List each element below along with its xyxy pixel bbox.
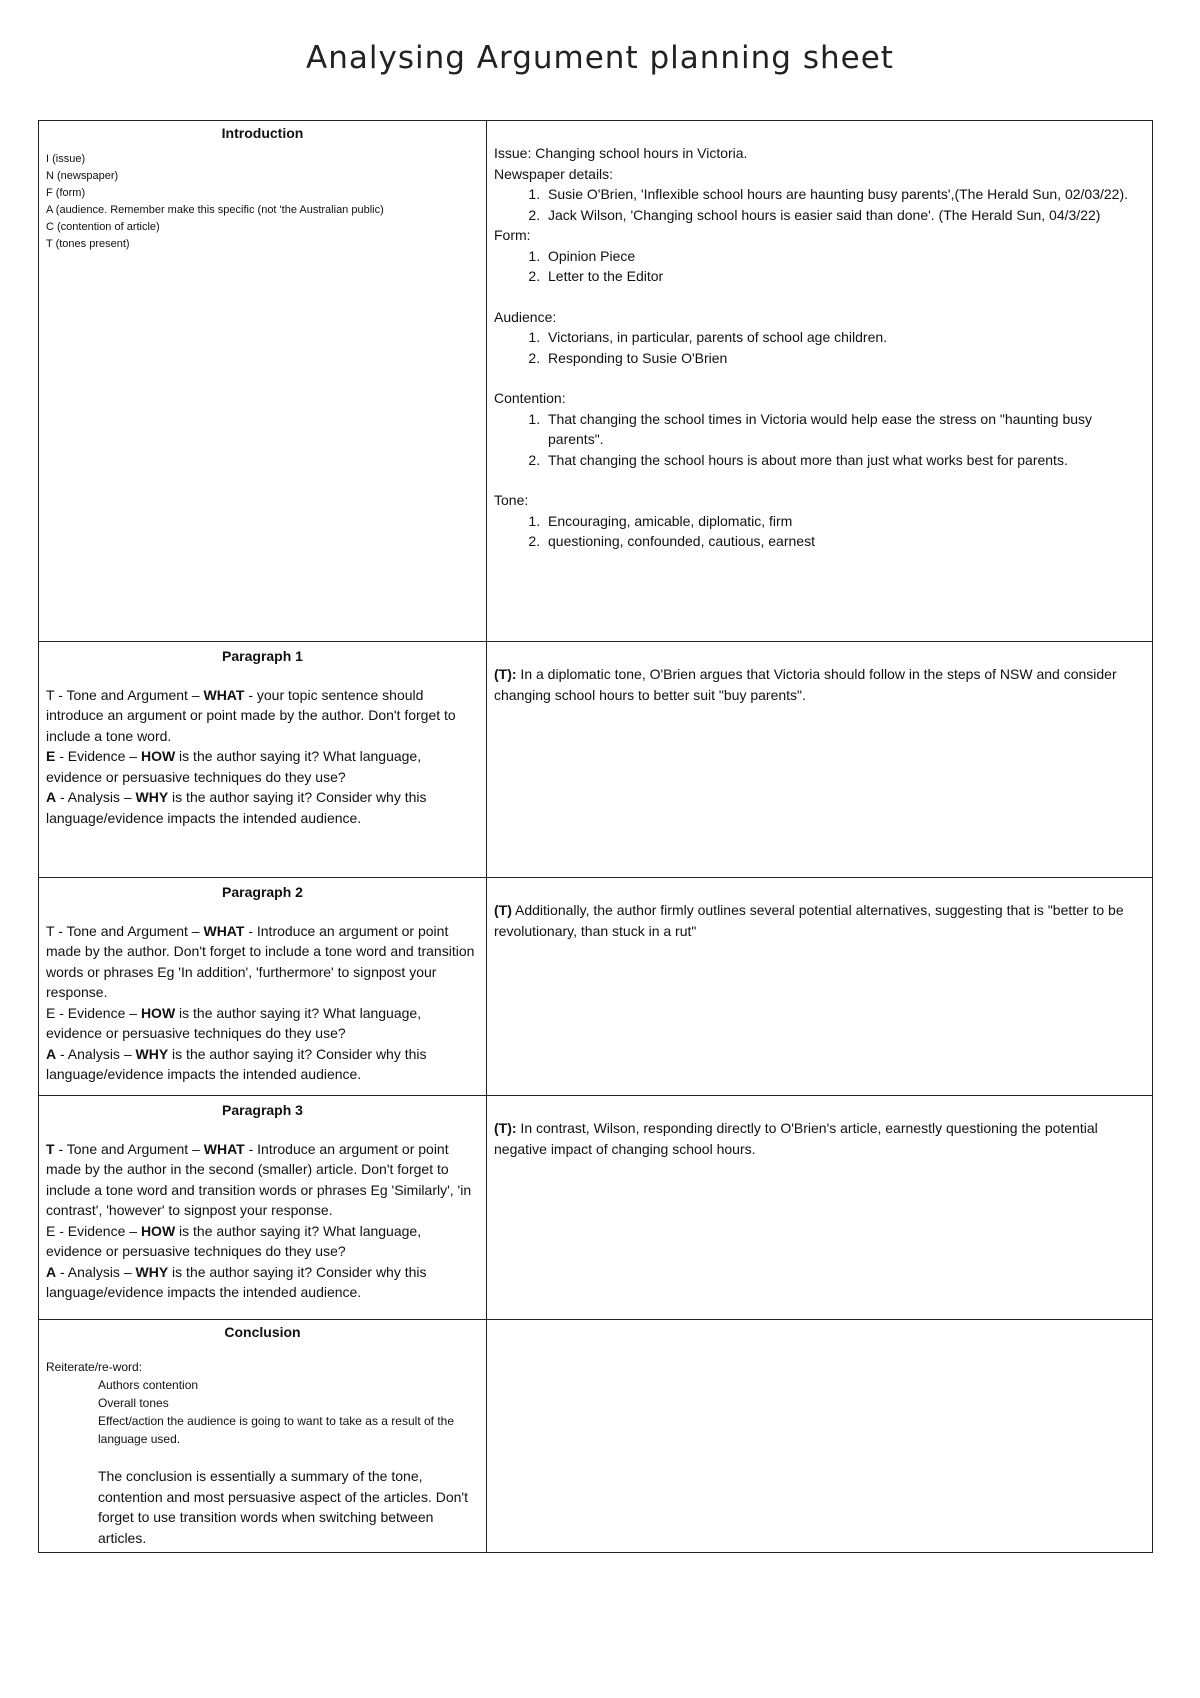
conclusion-item: Authors contention bbox=[98, 1378, 199, 1392]
inform-item-contention: C (contention of article) bbox=[46, 221, 160, 233]
tone-item: 1. Encouraging, amicable, diplomatic, firm bbox=[544, 511, 1145, 532]
paragraph-2-evidence-prompt: E - Evidence – HOW is the author saying it? What language, evidence or persuasive techniques do they use? bbox=[46, 1004, 422, 1041]
form-list bbox=[494, 246, 1145, 287]
audience-list bbox=[494, 327, 1145, 368]
paragraph-2-heading: Paragraph 2 bbox=[222, 884, 303, 900]
contention-list bbox=[494, 409, 1145, 471]
conclusion-reiterate-list bbox=[46, 1358, 479, 1448]
paragraph-3-heading: Paragraph 3 bbox=[222, 1102, 303, 1118]
paragraph-3-tone-prompt: T - Tone and Argument – WHAT - Introduce an argument or point made by the author in the second (smaller) article. Don't forget to include a tone word and transition words or phrases Eg 'Similarly', 'in contrast', 'however' to signpost your response. bbox=[46, 1140, 472, 1218]
contention-item: 2. That changing the school hours is about more than just what works best for parents. bbox=[544, 450, 1145, 471]
conclusion-reiterate-label: Reiterate/re-word: bbox=[46, 1360, 143, 1374]
paragraph-1-tone-prompt: T - Tone and Argument – WHAT - your topic sentence should introduce an argument or point made by the author. Don't forget to include a tone word. bbox=[46, 686, 456, 744]
conclusion-summary: The conclusion is essentially a summary of the tone, contention and most persuasive aspect of the articles. Don't forget to use transition words when switching between articles. bbox=[98, 1468, 468, 1546]
introduction-response-cell bbox=[487, 121, 1153, 642]
paragraph-1-analysis-prompt: A - Analysis – WHY is the author saying it? Consider why this language/evidence impacts the intended audience. bbox=[46, 789, 427, 826]
inform-item-newspaper: N (newspaper) bbox=[46, 170, 119, 182]
conclusion-item: Overall tones bbox=[98, 1396, 169, 1410]
introduction-heading: Introduction bbox=[221, 125, 304, 141]
conclusion-heading: Conclusion bbox=[224, 1324, 301, 1340]
paragraph-3-prompt-cell bbox=[39, 1096, 487, 1320]
audience-item: 1. Victorians, in particular, parents of school age children. bbox=[544, 327, 1145, 348]
introduction-row bbox=[39, 121, 1153, 642]
paragraph-3-analysis-prompt: A - Analysis – WHY is the author saying it? Consider why this language/evidence impacts the intended audience. bbox=[46, 1263, 427, 1300]
paragraph-3-response: (T): In contrast, Wilson, responding directly to O'Brien's article, earnestly questioning the potential negative impact of changing school hours. bbox=[494, 1120, 1098, 1157]
paragraph-2-row bbox=[39, 878, 1153, 1096]
paragraph-2-response-cell bbox=[487, 878, 1153, 1096]
page-title: Analysing Argument planning sheet bbox=[306, 40, 894, 76]
conclusion-response-cell bbox=[487, 1320, 1153, 1553]
introduction-prompt-cell bbox=[39, 121, 487, 642]
tone-list bbox=[494, 511, 1145, 552]
paragraph-1-heading: Paragraph 1 bbox=[222, 648, 303, 664]
paragraph-2-response: (T) Additionally, the author firmly outlines several potential alternatives, suggesting that is "better to be revolutionary, than stuck in a rut" bbox=[494, 902, 1124, 939]
inform-item-tones: T (tones present) bbox=[46, 238, 130, 250]
paragraph-2-prompt-cell bbox=[39, 878, 487, 1096]
form-item: 1. Opinion Piece bbox=[544, 246, 1145, 267]
paragraph-1-row bbox=[39, 642, 1153, 878]
planning-table bbox=[38, 120, 1153, 1553]
inform-list bbox=[46, 151, 479, 253]
paragraph-3-row bbox=[39, 1096, 1153, 1320]
conclusion-prompt-cell bbox=[39, 1320, 487, 1553]
tone-label: Tone: bbox=[494, 492, 529, 508]
newspaper-list bbox=[494, 184, 1145, 225]
newspaper-item: 2. Jack Wilson, 'Changing school hours is easier said than done'. (The Herald Sun, 04/3/22) bbox=[544, 205, 1145, 226]
paragraph-1-response: (T): In a diplomatic tone, O'Brien argues that Victoria should follow in the steps of NSW and consider changing school hours to better suit "buy parents". bbox=[494, 666, 1117, 703]
conclusion-row bbox=[39, 1320, 1153, 1553]
newspaper-item: 1. Susie O'Brien, 'Inflexible school hours are haunting busy parents',(The Herald Sun, 02/03/22). bbox=[544, 184, 1145, 205]
form-item: 2. Letter to the Editor bbox=[544, 266, 1145, 287]
audience-label: Audience: bbox=[494, 308, 557, 325]
paragraph-1-response-cell bbox=[487, 642, 1153, 878]
contention-label: Contention: bbox=[494, 390, 566, 406]
inform-item-audience: A (audience. Remember make this specific (not 'the Australian public) bbox=[46, 204, 384, 216]
paragraph-1-evidence-prompt: E - Evidence – HOW is the author saying it? What language, evidence or persuasive techniques do they use? bbox=[46, 748, 422, 785]
inform-item-issue: I (issue) bbox=[46, 153, 86, 165]
paragraph-1-prompt-cell bbox=[39, 642, 487, 878]
newspaper-label: Newspaper details: bbox=[494, 165, 614, 182]
inform-item-form: F (form) bbox=[46, 187, 86, 199]
paragraph-2-tone-prompt: T - Tone and Argument – WHAT - Introduce an argument or point made by the author. Don't forget to include a tone word and transition words or phrases Eg 'In addition', 'furthermore' to signpost your response. bbox=[46, 922, 475, 1000]
paragraph-3-evidence-prompt: E - Evidence – HOW is the author saying it? What language, evidence or persuasive techniques do they use? bbox=[46, 1222, 422, 1259]
paragraph-2-analysis-prompt: A - Analysis – WHY is the author saying it? Consider why this language/evidence impacts the intended audience. bbox=[46, 1045, 427, 1082]
conclusion-item: Effect/action the audience is going to want to take as a result of the language used. bbox=[98, 1414, 455, 1446]
tone-item: 2. questioning, confounded, cautious, earnest bbox=[544, 531, 1145, 552]
issue-text: Issue: Changing school hours in Victoria. bbox=[494, 145, 748, 161]
form-label: Form: bbox=[494, 227, 531, 243]
contention-item: 1. That changing the school times in Victoria would help ease the stress on "haunting busy parents". bbox=[544, 409, 1145, 450]
audience-item: 2. Responding to Susie O'Brien bbox=[544, 348, 1145, 369]
paragraph-3-response-cell bbox=[487, 1096, 1153, 1320]
